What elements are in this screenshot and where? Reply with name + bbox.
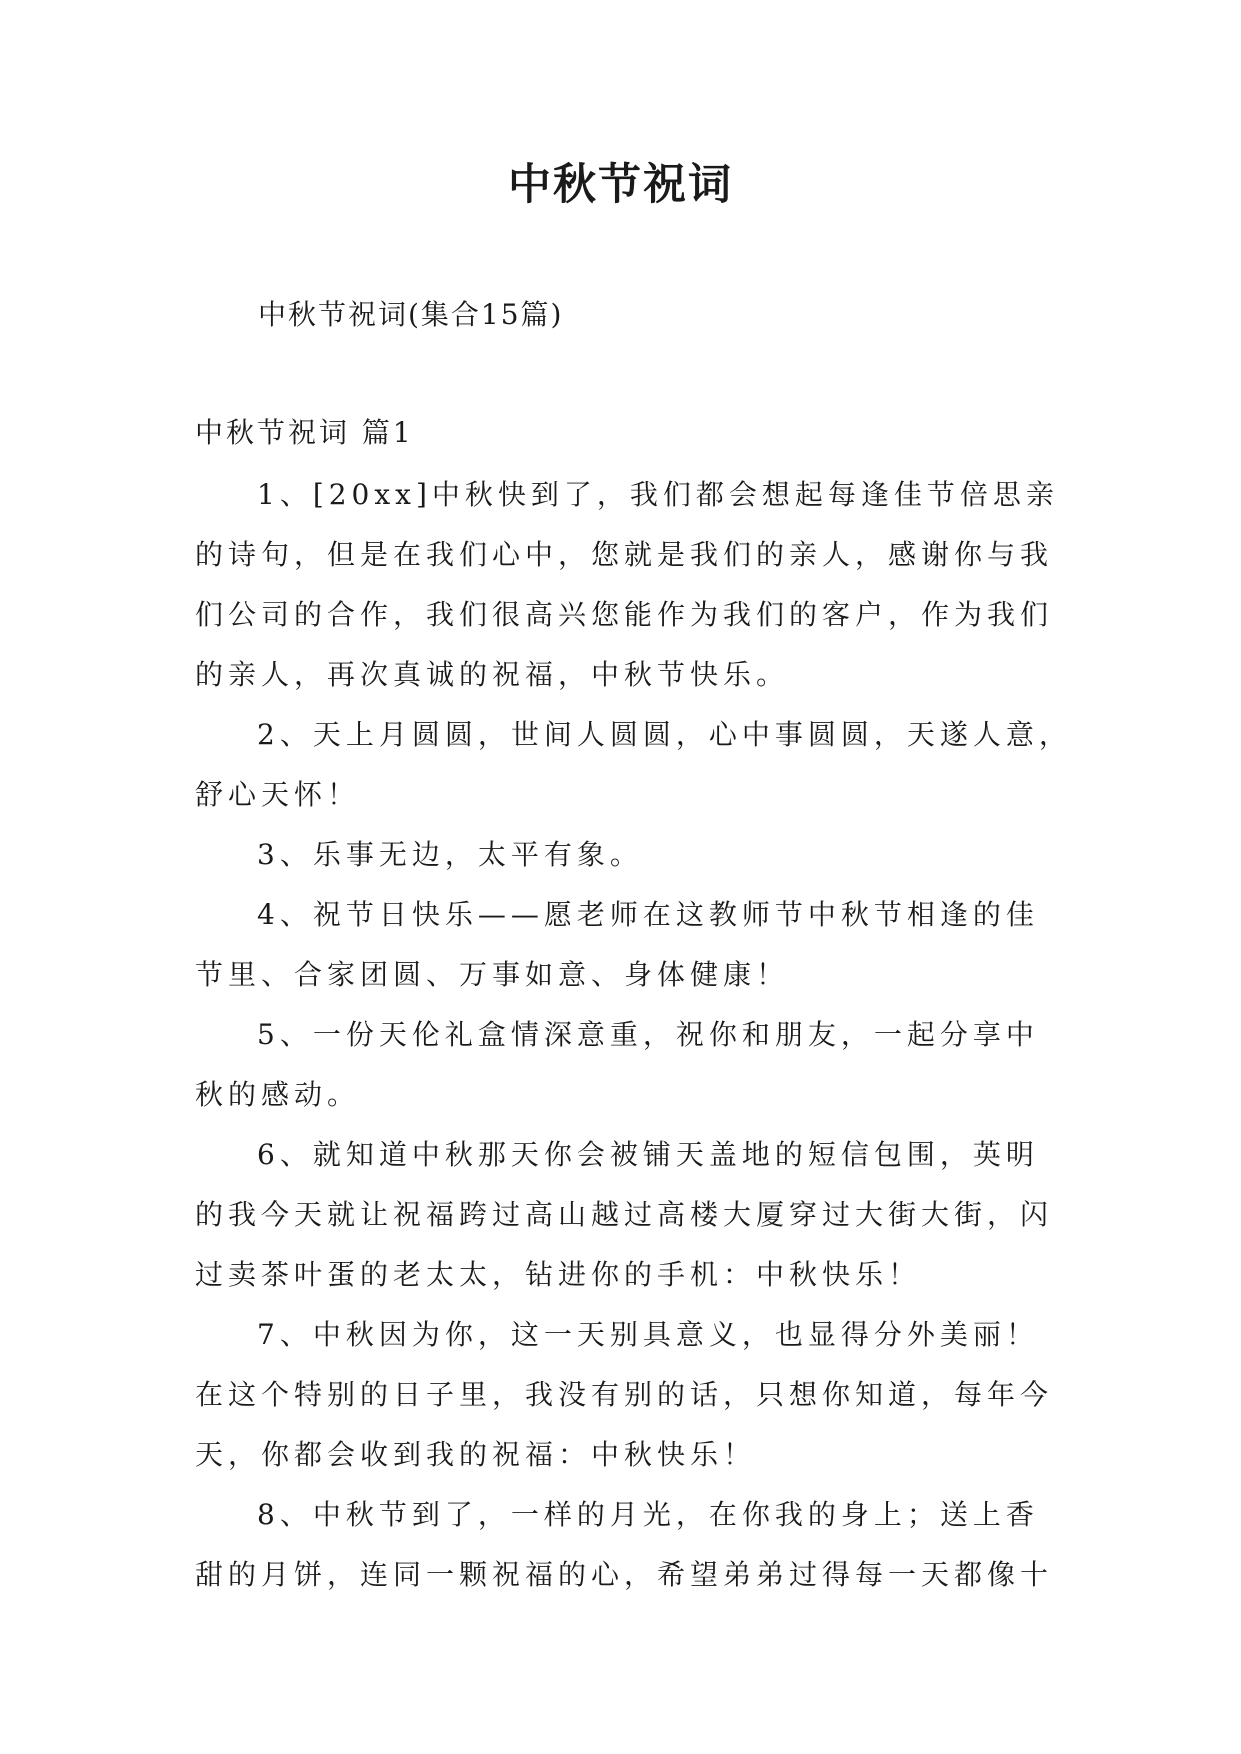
text-line: 4、祝节日快乐——愿老师在这教师节中秋节相逢的佳 xyxy=(257,898,1039,931)
text-line: 的亲人，再次真诚的祝福，中秋节快乐。 xyxy=(195,658,790,691)
text-line: 5、一份天伦礼盒情深意重，祝你和朋友，一起分享中 xyxy=(257,1018,1039,1051)
document-title: 中秋节祝词 xyxy=(508,160,733,210)
text-line: 节里、合家团圆、万事如意、身体健康！ xyxy=(195,958,790,991)
text-line: 1、[20xx]中秋快到了，我们都会想起每逢佳节倍思亲 xyxy=(257,478,1059,511)
text-line: 2、天上月圆圆，世间人圆圆，心中事圆圆，天遂人意， xyxy=(257,718,1072,751)
text-line: 们公司的合作，我们很高兴您能作为我们的客户，作为我们 xyxy=(195,598,1054,631)
text-line: 秋的感动。 xyxy=(195,1078,361,1111)
text-line: 的我今天就让祝福跨过高山越过高楼大厦穿过大街大街，闪 xyxy=(195,1198,1054,1231)
text-line: 舒心天怀！ xyxy=(195,778,361,811)
text-line: 天，你都会收到我的祝福：中秋快乐！ xyxy=(195,1438,757,1471)
document-subtitle: 中秋节祝词(集合15篇) xyxy=(258,298,564,331)
text-line: 7、中秋因为你，这一天别具意义，也显得分外美丽！ xyxy=(257,1318,1039,1351)
text-line: 的诗句，但是在我们心中，您就是我们的亲人，感谢你与我 xyxy=(195,538,1054,571)
text-line: 在这个特别的日子里，我没有别的话，只想你知道，每年今 xyxy=(195,1378,1054,1411)
text-line: 6、就知道中秋那天你会被铺天盖地的短信包围，英明 xyxy=(257,1138,1039,1171)
text-line: 甜的月饼，连同一颗祝福的心，希望弟弟过得每一天都像十 xyxy=(195,1558,1054,1591)
text-line: 3、乐事无边，太平有象。 xyxy=(257,838,643,871)
body-text xyxy=(195,465,1072,1605)
text-line: 8、中秋节到了，一样的月光，在你我的身上；送上香 xyxy=(257,1498,1039,1531)
section-heading: 中秋节祝词 篇1 xyxy=(195,416,414,449)
text-line: 过卖茶叶蛋的老太太，钻进你的手机：中秋快乐！ xyxy=(195,1258,922,1291)
